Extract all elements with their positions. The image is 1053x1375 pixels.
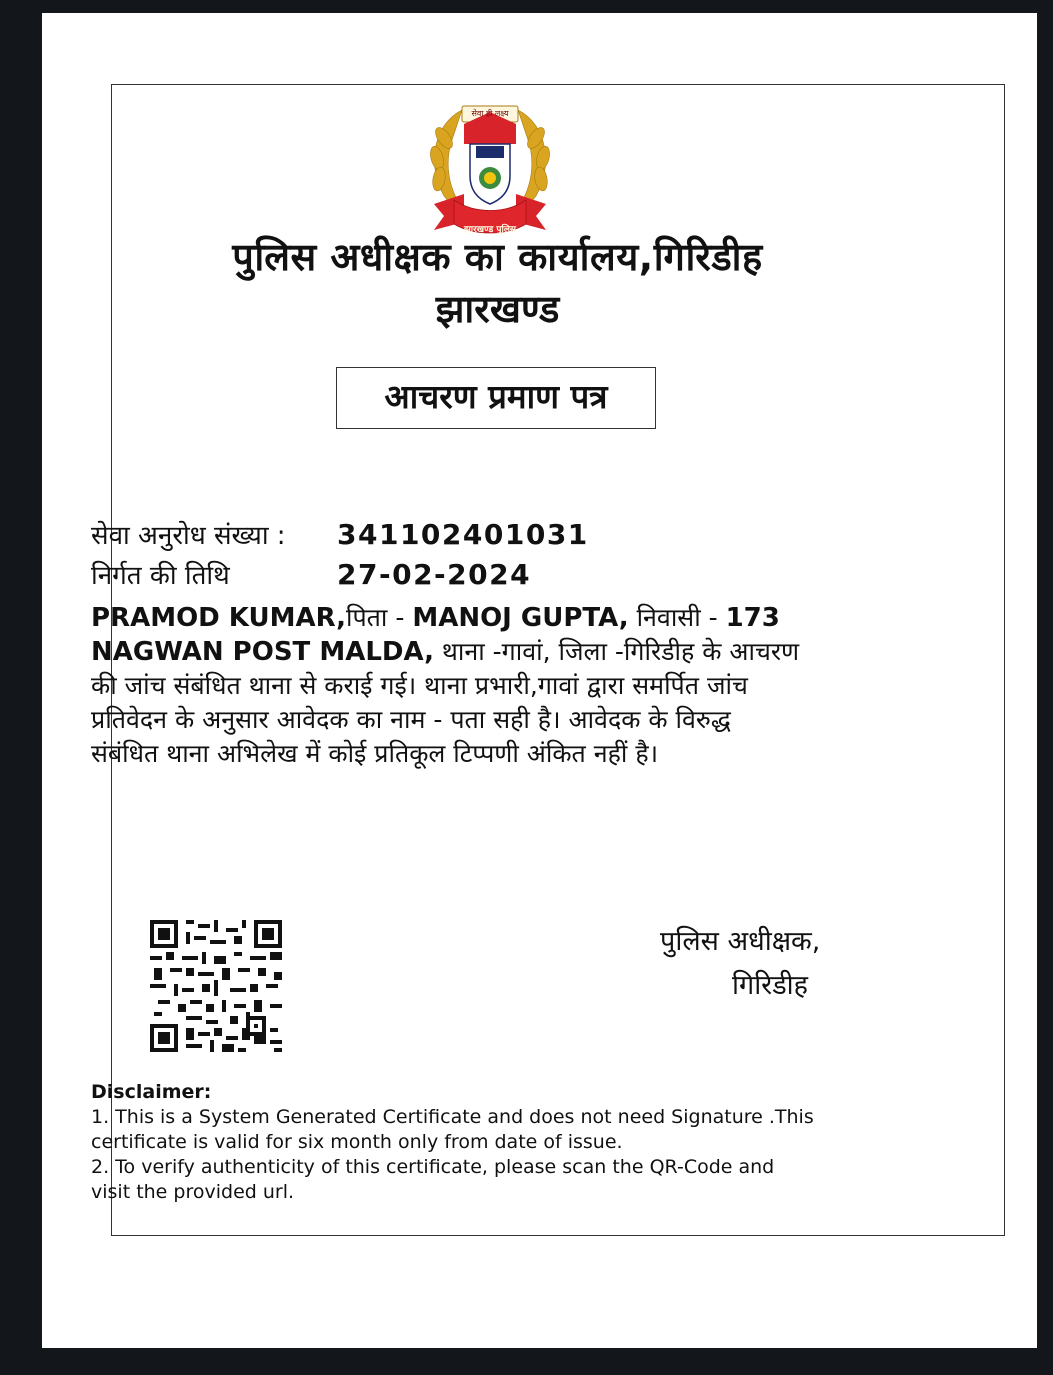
issue-date-label: निर्गत की तिथि	[91, 561, 230, 591]
father-label: पिता -	[346, 603, 413, 632]
certificate-title: आचरण प्रमाण पत्र	[336, 367, 656, 429]
resident-label: निवासी -	[628, 603, 726, 632]
service-request-row	[91, 516, 589, 552]
address: NAGWAN POST MALDA,	[91, 637, 434, 667]
issue-date-row	[91, 556, 531, 592]
disclaimer-line-4: visit the provided url.	[91, 1181, 295, 1203]
service-request-value: 341102401031	[337, 518, 589, 551]
body-line-5: संबंधित थाना अभिलेख में कोई प्रतिकूल टिप्पणी अंकित नहीं है।	[91, 739, 659, 768]
office-state: झारखण्ड	[435, 287, 560, 331]
service-request-label: सेवा अनुरोध संख्या :	[91, 521, 286, 551]
signatory-place: गिरिडीह	[732, 970, 809, 1001]
disclaimer-line-3: 2. To verify authenticity of this certificate, please scan the QR-Code and	[91, 1156, 775, 1178]
certificate-body	[91, 601, 943, 771]
body-line-2-rest: थाना -गावां, जिला -गिरिडीह के आचरण	[433, 637, 800, 666]
body-line-4: प्रतिवेदन के अनुसार आवेदक का नाम - पता सही है। आवेदक के विरुद्ध	[91, 705, 731, 734]
applicant-name: PRAMOD KUMAR,	[91, 603, 346, 633]
qr-code-icon[interactable]	[150, 920, 282, 1052]
office-title: पुलिस अधीक्षक का कार्यालय,गिरिडीह	[232, 235, 763, 279]
body-line-3: की जांच संबंधित थाना से कराई गई। थाना प्रभारी,गावां द्वारा समर्पित जांच	[91, 671, 748, 700]
disclaimer-line-1: 1. This is a System Generated Certificate and does not need Signature .This	[91, 1106, 814, 1128]
signatory-title: पुलिस अधीक्षक,	[660, 926, 821, 957]
emblem-banner-text: झारखण्ड पुलिस	[463, 225, 517, 235]
body-line-2	[91, 635, 943, 669]
emblem-motto: सेवा ही लक्ष्य	[471, 109, 509, 118]
body-line-1	[91, 601, 943, 635]
signatory	[660, 920, 820, 1008]
father-name: MANOJ GUPTA,	[412, 603, 629, 633]
disclaimer-line-2: certificate is valid for six month only from date of issue.	[91, 1131, 623, 1153]
disclaimer-heading: Disclaimer:	[91, 1081, 212, 1103]
disclaimer	[91, 1080, 941, 1205]
issue-date-value: 27-02-2024	[337, 558, 532, 591]
house-number: 173	[725, 603, 780, 633]
